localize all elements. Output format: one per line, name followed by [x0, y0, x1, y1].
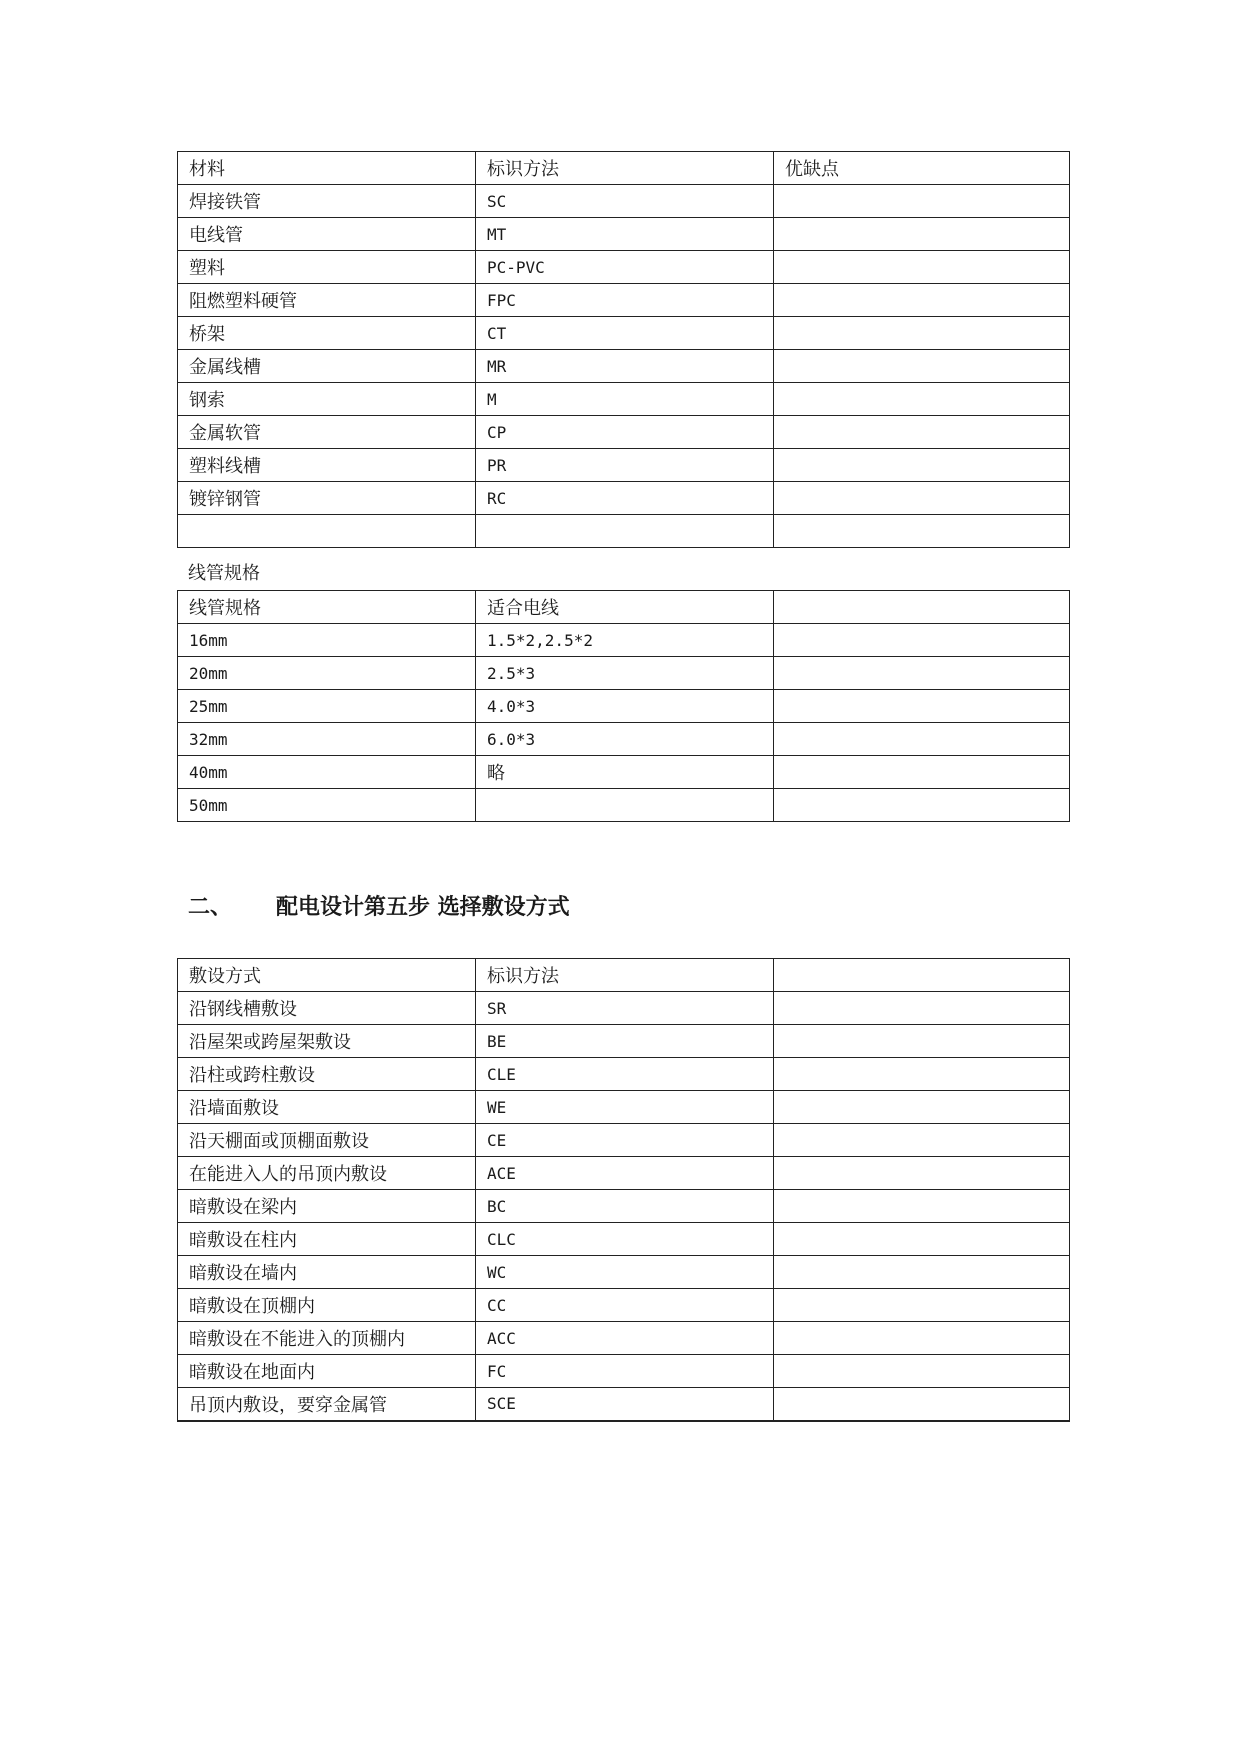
table-cell	[476, 515, 774, 548]
table-cell: CT	[476, 317, 774, 350]
table-cell: 焊接铁管	[178, 185, 476, 218]
table-cell: 塑料线槽	[178, 449, 476, 482]
table-cell	[774, 317, 1070, 350]
section-title: 配电设计第五步 选择敷设方式	[276, 895, 570, 920]
header-cell: 线管规格	[178, 591, 476, 624]
table-row	[178, 1355, 1070, 1388]
table-cell	[774, 1256, 1070, 1289]
header-cell: 标识方法	[476, 959, 774, 992]
table-cell	[774, 690, 1070, 723]
table-cell: 电线管	[178, 218, 476, 251]
table-cell: 金属软管	[178, 416, 476, 449]
table-cell	[774, 482, 1070, 515]
table-cell	[774, 449, 1070, 482]
table-row	[178, 251, 1070, 284]
table-cell: ACE	[476, 1157, 774, 1190]
conduit-spec-table	[177, 590, 1070, 822]
table-cell: 20mm	[178, 657, 476, 690]
table-cell: 暗敷设在地面内	[178, 1355, 476, 1388]
materials-table	[177, 151, 1070, 548]
table-row	[178, 482, 1070, 515]
table-row	[178, 690, 1070, 723]
table-cell	[774, 416, 1070, 449]
table-cell	[774, 1388, 1070, 1421]
table-row	[178, 789, 1070, 822]
table-cell: CC	[476, 1289, 774, 1322]
table-cell: 2.5*3	[476, 657, 774, 690]
table-cell	[774, 251, 1070, 284]
table-cell: 暗敷设在柱内	[178, 1223, 476, 1256]
table-cell: 沿柱或跨柱敷设	[178, 1058, 476, 1091]
table-cell	[774, 1091, 1070, 1124]
table-cell: 吊顶内敷设，要穿金属管	[178, 1388, 476, 1421]
table-row	[178, 416, 1070, 449]
section-heading	[188, 893, 570, 923]
table-row	[178, 317, 1070, 350]
table-cell: CLC	[476, 1223, 774, 1256]
table-cell: 金属线槽	[178, 350, 476, 383]
table-row	[178, 1091, 1070, 1124]
table-cell: MR	[476, 350, 774, 383]
table-cell	[774, 756, 1070, 789]
table-cell	[774, 218, 1070, 251]
table-row	[178, 1190, 1070, 1223]
table-cell: 4.0*3	[476, 690, 774, 723]
table-cell: 沿天棚面或顶棚面敷设	[178, 1124, 476, 1157]
table-row	[178, 1388, 1070, 1421]
table-cell	[774, 1289, 1070, 1322]
table-cell: FC	[476, 1355, 774, 1388]
table-cell: FPC	[476, 284, 774, 317]
header-cell: 标识方法	[476, 152, 774, 185]
table-cell: 略	[476, 756, 774, 789]
table-row	[178, 185, 1070, 218]
table-cell	[774, 657, 1070, 690]
section-number: 二、	[188, 895, 233, 920]
table-cell: 塑料	[178, 251, 476, 284]
table-cell: 25mm	[178, 690, 476, 723]
table-cell	[774, 1157, 1070, 1190]
table-row	[178, 624, 1070, 657]
table-cell: 1.5*2,2.5*2	[476, 624, 774, 657]
table-cell: CLE	[476, 1058, 774, 1091]
table-row	[178, 723, 1070, 756]
table-cell: MT	[476, 218, 774, 251]
table-row	[178, 1157, 1070, 1190]
table-cell	[476, 789, 774, 822]
table-row	[178, 449, 1070, 482]
table-cell	[774, 789, 1070, 822]
table-header-row	[178, 959, 1070, 992]
table-cell: 桥架	[178, 317, 476, 350]
table-cell: 钢索	[178, 383, 476, 416]
table-row	[178, 218, 1070, 251]
table-header-row	[178, 152, 1070, 185]
table-cell: 16mm	[178, 624, 476, 657]
table-row	[178, 756, 1070, 789]
table-cell: SCE	[476, 1388, 774, 1421]
table-cell: PR	[476, 449, 774, 482]
laying-method-table	[177, 958, 1070, 1422]
table-cell	[774, 1190, 1070, 1223]
table-cell: CE	[476, 1124, 774, 1157]
table-cell: 镀锌钢管	[178, 482, 476, 515]
table-cell: PC-PVC	[476, 251, 774, 284]
header-cell	[774, 591, 1070, 624]
table-cell	[774, 624, 1070, 657]
table-cell	[774, 1322, 1070, 1355]
table-row	[178, 350, 1070, 383]
table-cell	[774, 723, 1070, 756]
table-cell	[774, 1124, 1070, 1157]
table-cell: 暗敷设在顶棚内	[178, 1289, 476, 1322]
table-cell: SC	[476, 185, 774, 218]
table-row	[178, 1124, 1070, 1157]
table-cell: 6.0*3	[476, 723, 774, 756]
header-cell	[774, 959, 1070, 992]
table-cell	[774, 515, 1070, 548]
table-row	[178, 1058, 1070, 1091]
table-cell: 40mm	[178, 756, 476, 789]
table-row	[178, 657, 1070, 690]
table-cell: 阻燃塑料硬管	[178, 284, 476, 317]
table-row-empty	[178, 515, 1070, 548]
table-cell: RC	[476, 482, 774, 515]
header-cell: 材料	[178, 152, 476, 185]
table-row	[178, 1256, 1070, 1289]
table-cell: 沿屋架或跨屋架敷设	[178, 1025, 476, 1058]
table-cell	[774, 383, 1070, 416]
table-cell: 32mm	[178, 723, 476, 756]
table-cell: WC	[476, 1256, 774, 1289]
table-cell	[774, 284, 1070, 317]
table-row	[178, 383, 1070, 416]
table-cell: BC	[476, 1190, 774, 1223]
table-cell	[178, 515, 476, 548]
table-cell: 沿墙面敷设	[178, 1091, 476, 1124]
table-cell: ACC	[476, 1322, 774, 1355]
table-row	[178, 992, 1070, 1025]
table-cell	[774, 185, 1070, 218]
table-cell: 暗敷设在不能进入的顶棚内	[178, 1322, 476, 1355]
table-row	[178, 1223, 1070, 1256]
table-cell	[774, 1025, 1070, 1058]
table-cell	[774, 350, 1070, 383]
table-cell	[774, 1223, 1070, 1256]
table-cell: M	[476, 383, 774, 416]
table-row	[178, 1322, 1070, 1355]
table-cell: 在能进入人的吊顶内敷设	[178, 1157, 476, 1190]
table-cell: BE	[476, 1025, 774, 1058]
table-cell	[774, 1355, 1070, 1388]
table-cell: CP	[476, 416, 774, 449]
table-header-row	[178, 591, 1070, 624]
conduit-spec-caption: 线管规格	[188, 563, 260, 584]
table-cell: WE	[476, 1091, 774, 1124]
table-row	[178, 284, 1070, 317]
header-cell: 优缺点	[774, 152, 1070, 185]
table-cell	[774, 1058, 1070, 1091]
table-row	[178, 1025, 1070, 1058]
header-cell: 敷设方式	[178, 959, 476, 992]
table-cell: 暗敷设在墙内	[178, 1256, 476, 1289]
header-cell: 适合电线	[476, 591, 774, 624]
table-cell	[774, 992, 1070, 1025]
table-cell: 50mm	[178, 789, 476, 822]
table-cell: 暗敷设在梁内	[178, 1190, 476, 1223]
table-cell: SR	[476, 992, 774, 1025]
table-cell: 沿钢线槽敷设	[178, 992, 476, 1025]
table-row	[178, 1289, 1070, 1322]
